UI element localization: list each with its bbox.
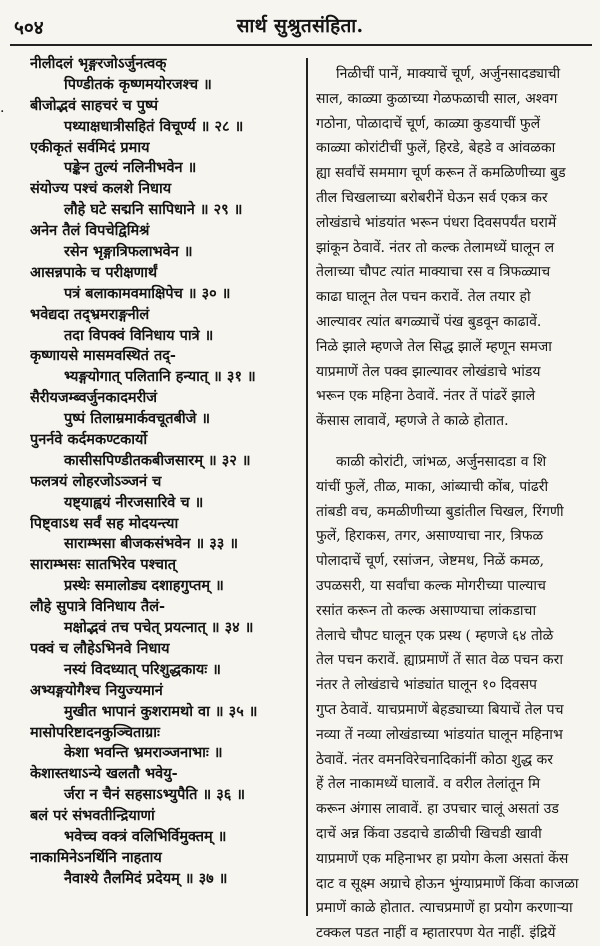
commentary-line: हें तेल नाकामध्यें घालावें. व वरील तेलांतून मि [316,776,541,793]
commentary-line: नंतर ते लोखंडाचे भांड्यांत घालून १० दिवसप [316,677,538,694]
commentary-paragraph-1 [316,62,596,434]
verse-line: नीलीदलं भृङ्गरजोऽर्जुनत्वक् [30,55,167,72]
verse-line: केशा भवन्ति भ्रमराञ्जनाभाः ॥ [64,744,223,762]
commentary-line: केंसास लावावें, म्हणजे ते काळे होतात. [316,413,509,430]
verse-line: भ्यङ्गयोगात् पलितानि हन्यात् ॥ ३१ ॥ [64,368,256,386]
commentary-line: दाट व सूक्ष्म अग्राचे होऊन भुंग्याप्रमाणें किंवा काजळा [316,875,579,892]
commentary-line: गुप्त ठेवावें. याचप्रमाणें बेहड्याच्या बियाचें तेल पच [316,701,564,718]
margin-mark: . [0,100,5,116]
page-number: ५०४ [14,17,44,39]
commentary-line: तेलाचे चौपट घालून एक प्रस्थ ( म्हणजे ६४ तोळे [316,627,554,644]
commentary-line: ठेवावें. नंतर वमनविरेचनादिकांनीं कोठा शुद्ध कर [316,751,554,768]
commentary-line: करून अंगास लावावें. हा उपचार चालूं असतां उड [316,801,559,818]
verse-line: संयोज्य पश्चं कलशे निधाय [30,180,172,198]
verse-line: बीजोद्भवं साहचरं च पुष्पं [30,96,158,114]
commentary-line: रसांत करून तो कल्क असाण्याचा लांकडाचा [316,602,537,619]
commentary-line: झांकून ठेवावें. नंतर तो कल्क तेलामध्यें घालून ल [316,239,555,256]
commentary-paragraph-2 [316,450,596,946]
page-header [0,2,600,42]
verse-line: पक्वं च लौहेऽभिनवे निधाय [30,639,170,657]
verse-line: पङ्केन तुल्यं नलिनीभवेन ॥ [64,159,197,177]
verse-line: यष्ट्याह्वयं नीरजसारिवे च ॥ [64,493,204,511]
header-rule [10,44,592,46]
commentary-line: आल्यावर त्यांत बगळ्याचें पंख बुडवून काढावें. [316,313,542,330]
verse-line: नैवाश्ये तैलमिदं प्रदेयम् ॥ ३७ ॥ [64,869,228,887]
verse-line: एकीकृतं सर्वमिदं प्रमाय [30,138,150,156]
commentary-line: ह्या सर्वांचें सममाग चूर्ण करून तें कमळिणीच्या बुड [316,165,566,182]
verse-line: बलं परं संभवतीन्द्रियाणां [30,807,155,825]
commentary-line: तेल पचन करावें. ह्याप्रमाणें तें सात वेळ पचन करा [316,652,563,669]
commentary-line: याप्रमाणें एक महिनाभर हा प्रयोग केला असतां केंस [316,850,569,867]
verse-line: लौहे घटे सद्मनि सापिधाने ॥ २९ ॥ [64,201,243,219]
verse-line: मक्षोद्भवं तच पचेत् प्रयत्नात् ॥ ३४ ॥ [64,619,254,637]
verse-line: नाकामिनेऽनर्थिनि नाहताय [30,848,162,866]
sanskrit-verses-column [30,54,300,890]
verse-line: भवेच्च वक्त्रं वलिभिर्विमुक्तम् ॥ [64,827,227,845]
commentary-line: भरून एक महिना ठेवावें. नंतर तें पांढरें झाले [316,388,536,405]
commentary-line: प्रमाणें काळे होतात. त्याचप्रमाणें हा प्रयोग करणाऱ्या [316,900,573,917]
verse-line: पथ्याक्षधात्रीसहितं विचूर्ण्य ॥ २८ ॥ [64,117,244,135]
verse-line: कासीसपिण्डीतकबीजसारम् ॥ ३२ ॥ [64,451,251,469]
commentary-line: लोखंडाचे भांडयांत भरून पंधरा दिवसपर्यंत घरामें [316,214,557,231]
verse-line: अनेन तैलं विपचेद्विमिश्रं [30,222,150,240]
commentary-line: याप्रमाणें तेल पक्व झाल्यावर लोखंडाचे भांडय [316,363,541,380]
running-title: सार्थ सुश्रुतसंहिता. [236,15,364,37]
verse-line: पिष्ट्वाऽथ सर्वं सह मोदयन्त्या [30,514,179,532]
commentary-line: यांचीं फुलें, तीळ, माका, आंब्याची कोंब, पांढरी [316,478,549,495]
commentary-line: निळे झाले म्हणजे तेल सिद्ध झालें म्हणून समजा [316,338,552,355]
verse-line: पुष्पं तिलाम्रमार्कवचूतबीजे ॥ [64,410,211,428]
verse-line: केशास्तथाऽन्ये खलतौ भवेयु- [30,765,178,783]
commentary-line: काळ्या कोरांटीचीं फुलें, हिरडे, बेहडे व आंवळका [316,140,556,157]
commentary-line: टक्कल पडत नाहीं व म्हातारपण येत नाहीं. इंद्रियें [316,925,556,942]
commentary-line: फुलें, हिराकस, तगर, असाण्याचा नार, त्रिफळ [316,528,544,545]
verse-line: फलत्रयं लोहरजोऽञ्जनं च [30,472,162,490]
verse-line: साराम्भसा बीजकसंभवेन ॥ ३३ ॥ [64,535,239,553]
commentary-line: तेलाच्या चौपट त्यांत माक्याचा रस व त्रिफळ्याच [316,264,551,281]
commentary-line: पोलादाचें चूर्ण, रसांजन, जेष्टमध, निळें कमळ, [316,553,545,570]
commentary-line: उपळसरी, या सर्वांचा कल्क मोगरीच्या पाल्याच [316,577,546,594]
verse-line: नस्यं विदध्यात् परिशुद्धकायः ॥ [64,660,221,678]
verse-line: साराम्भसः सातभिरेव पश्चात् [30,556,177,574]
commentary-line: दाचें अन्न किंवा उडदाचे डाळीची खिचडी खावी [316,825,542,842]
commentary-line: तील चिखलाच्या बरोबरीनें घेऊन सर्व एकत्र कर [316,189,548,206]
verse-line: पिण्डीतकं कृष्णमयोरजश्च ॥ [64,75,212,93]
verse-line: कृष्णायसे मासमवस्थितं तद्- [30,347,176,365]
commentary-line: काळी कोरांटी, जांभळ, अर्जुनसादडा व शि [336,453,547,470]
commentary-line: नव्या तें नव्या लोखंडाच्या भांडयांत घालून महिनाभ [316,726,563,743]
verse-line: आसन्नपाके च परीक्षणार्थं [30,263,158,281]
verse-line: तदा विपक्वं विनिधाय पात्रे ॥ [64,326,214,344]
commentary-line: तांबडी वच, कमळीणीच्या बुडांतील चिखल, रिंगणी [316,503,564,520]
verse-line: मासोपरिष्टादनकुञ्चिताग्राः [30,723,160,741]
verse-line: सैरीयजम्ब्वर्जुनकादमरीजं [30,389,158,407]
commentary-line: साल, काळ्या कुळाच्या गेळफळाची साल, अश्वग [316,90,558,107]
commentary-line: निळीचीं पानें, माक्याचें चूर्ण, अर्जुनसादड्याची [336,66,561,82]
commentary-line: काढा घालून तेल पचन करावें. तेल तयार हो [316,289,531,306]
marathi-commentary-column [316,62,596,946]
verse-line: पुनर्नवे कर्दमकण्टकार्यो [30,431,148,449]
verse-line: पत्रं बलाकामवमाक्षिपेच ॥ ३० ॥ [64,284,231,302]
verse-line: रसेन भृङ्गात्रिफलाभवेन ॥ [64,243,193,261]
verse-line: र्जरा न चैनं सहसाऽभ्युपैति ॥ ३६ ॥ [64,786,246,804]
commentary-line: गठोना, पोळादाचें चूर्ण, काळ्या कुडयाचीं फुलें [316,115,541,132]
verse-line: लौहे सुपात्रे विनिधाय तैलं- [30,598,166,616]
verse-line: अभ्यङ्गयोगैश्च नियुज्यमानं [30,681,163,699]
column-divider [306,58,308,916]
verse-line: भवेद्यदा तद्भ्रमराङ्गनीलं [30,305,150,323]
verse-line: प्रस्थेः समालोड्य दशाहगुप्तम् ॥ [64,577,224,595]
verse-line: मुखीत भापानं कुशरामथो वा ॥ ३५ ॥ [64,702,258,720]
